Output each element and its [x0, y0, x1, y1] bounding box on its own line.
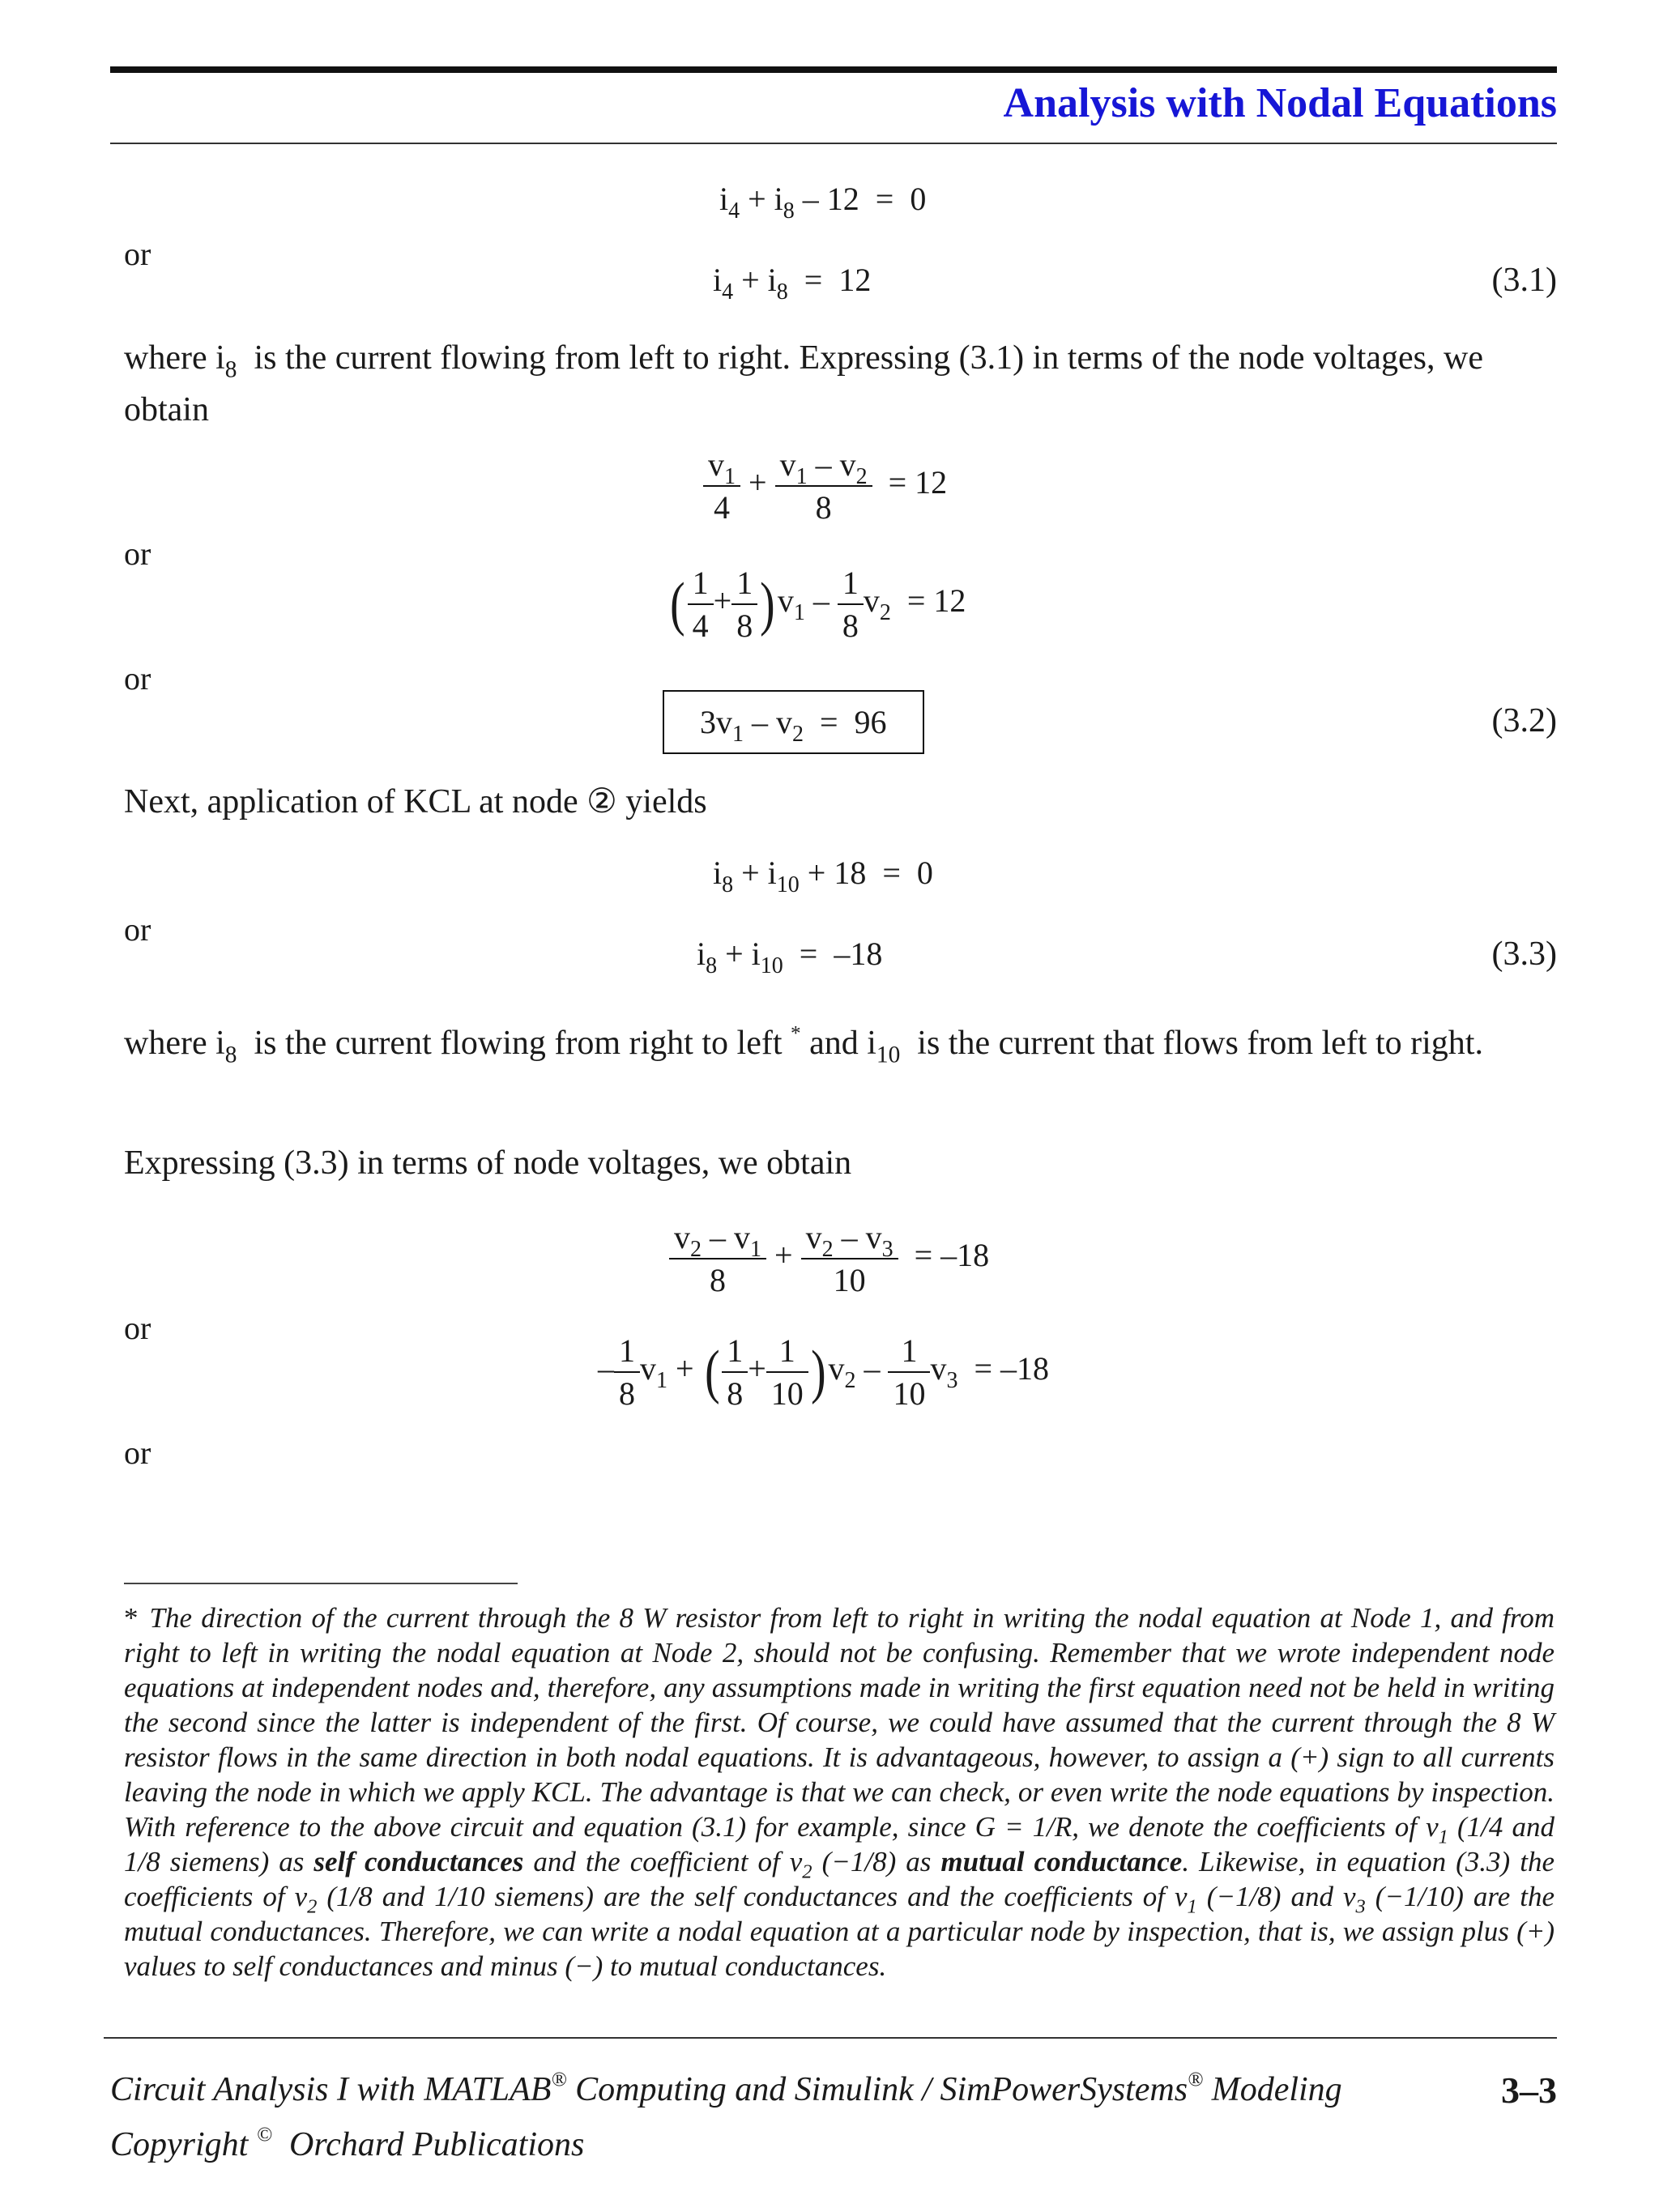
or-connector: or: [124, 1310, 151, 1346]
footer-rule: [104, 2037, 1557, 2039]
equation-rhs: = –18: [974, 1350, 1049, 1387]
equation-node2-voltage-form: $\frac{v_2 - v_1}{8}$ + $\frac{v_2 - v_3}{10}$ = –18: [669, 1218, 989, 1299]
equation-rhs: = 12: [906, 582, 966, 620]
equation-3-3: $i_8 + i_{10} = -18$: [697, 936, 883, 978]
equation-3-2-boxed: $3v_1 - v_2 = 96$: [663, 690, 924, 754]
footnote-marker: *: [124, 1602, 139, 1634]
footer-book-title: Circuit Analysis I with MATLAB® Computing and Simulink / SimPowerSystems® Modeling: [110, 2069, 1342, 2108]
paragraph-current-direction-1: where $i_8$ is the current flowing from left to right. Expressing (3.1) in terms of the node voltages, we obtain: [124, 339, 1483, 428]
or-connector: or: [124, 236, 151, 272]
paragraph-expressing-3-3: Expressing (3.3) in terms of node voltages, we obtain: [124, 1144, 852, 1182]
footnote: * The direction of the current through the 8 W resistor from left to right in writing the nodal equation at Node 1, and from right to left in writing the nodal equation at Node 2, should not be confusing. Remember that we wrote independent node equations at independent nodes and, therefore, any assumptions made in writing the first equation need not be held in writing the second since the latter is independent of the first. Of course, we could have assumed that the current through the 8 W resistor flows in the same direction in both nodal equations. It is advantageous, however, to assign a (+) sign to all currents leaving the node in which we apply KCL. The advantage is that we can check, or even write the node equations by inspection. With reference to the above circuit and equation (3.1) for example, since G = 1/R, we denote the coefficients of $v_1$ (1/4 and 1/8 siemens) as self conductances and the coefficient of $v_2$ (−1/8) as mutual conductance. Likewise, in equation (3.3) the coefficients of $v_2$ (1/8 and 1/10 siemens) are the self conductances and the coefficients of $v_1$ (−1/8) and $v_3$ (−1/10) are the mutual conductances. Therefore, we can write a nodal equation at a particular node by inspection, that is, we assign plus (+) values to self conductances and minus (−) to mutual conductances.: [124, 1602, 1555, 1982]
equation-kcl-node1: $i_4 + i_8 - 12 = 0$: [719, 181, 927, 224]
equation-3-1: $i_4 + i_8 = 12$: [713, 262, 872, 305]
or-connector: or: [124, 535, 151, 572]
paragraph-current-direction-2: where $i_8$ is the current flowing from right to left * and $i_{10}$ is the current that flows from left to right.: [124, 1022, 1483, 1068]
fraction-v1-minus-v2-over-8: $\frac{v_1 - v_2}{8}$: [775, 445, 872, 526]
or-connector: or: [124, 911, 151, 948]
footnote-rule: [124, 1583, 518, 1584]
header-rule-thin: [110, 143, 1557, 144]
equation-node2-coefficient-form: – $\frac{1}{8}$ $v_1$ + ( $\frac{1}{8}$ + $\frac{1}{10}$ )$v_2$ – $\frac{1}{10}$ $v_3 = -18$: [598, 1332, 1049, 1412]
equation-rhs: = 12: [888, 464, 948, 501]
or-connector: or: [124, 1434, 151, 1471]
page-number: 3–3: [1501, 2069, 1557, 2111]
header-rule-thick: [110, 66, 1557, 73]
equation-number-3-3: (3.3): [1491, 936, 1557, 973]
equation-node-voltage-form: $\frac{v_1}{4}$ + $\frac{v_1 - v_2}{8}$ = 12: [703, 445, 947, 526]
or-connector: or: [124, 660, 151, 697]
equation-kcl-node2: $i_8 + i_{10} + 18 = 0$: [713, 855, 933, 897]
fraction-v1-over-4: $\frac{v_1}{4}$: [703, 445, 740, 526]
footer-copyright: Copyright © Orchard Publications: [110, 2124, 585, 2163]
paragraph-kcl-node2: Next, application of KCL at node ② yields: [124, 783, 707, 820]
equation-coefficient-form: ( $\frac{1}{4}$ + $\frac{1}{8}$ )$v_1$ – $\frac{1}{8}$ $v_2 = 12$: [670, 565, 966, 644]
equation-rhs: = –18: [914, 1237, 990, 1274]
equation-number-3-2: (3.2): [1491, 702, 1557, 739]
page-header-title: Analysis with Nodal Equations: [1003, 80, 1557, 126]
equation-number-3-1: (3.1): [1491, 262, 1557, 299]
